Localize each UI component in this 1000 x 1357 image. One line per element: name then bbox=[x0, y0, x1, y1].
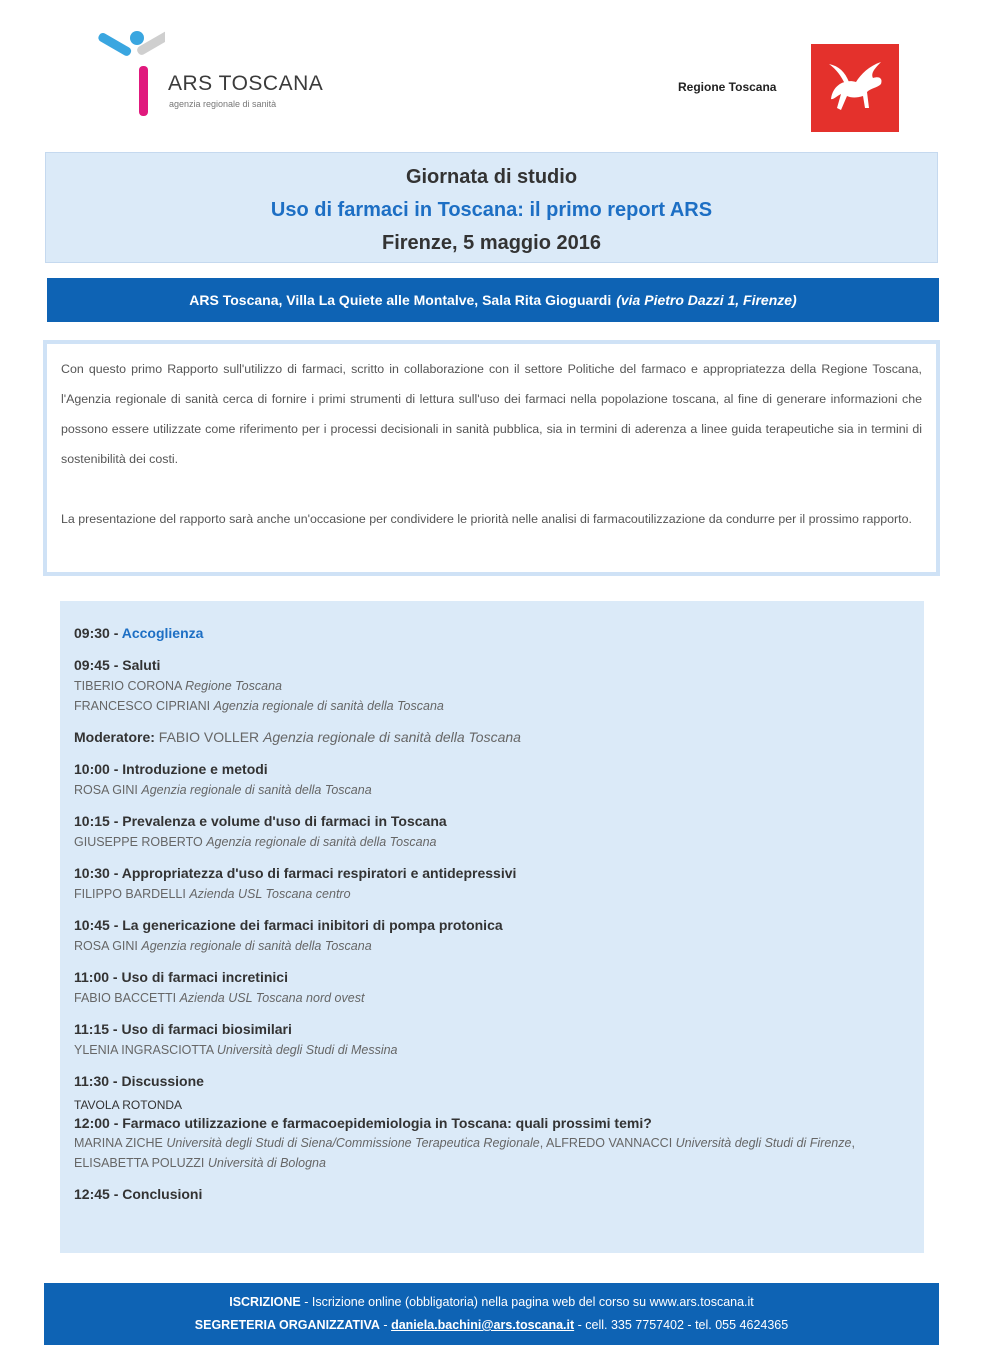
item-title: 12:45 - Conclusioni bbox=[74, 1186, 203, 1202]
intro-paragraph-1: Con questo primo Rapporto sull'utilizzo di farmaci, scritto in collaborazione con il settore Politiche del farmaco e appropriatezza della Regione Toscana, l'Agenzia regionale di sanità cerca di fornire i primi strumenti di lettura sull'uso dei farmaci nella popolazione toscana, al fine di generare informazioni che possono essere utilizzate come riferimento per i processi decisionali in sanità pubblica, sia in termini di aderenza a linee guida terapeutiche sia in termini di sostenibilità dei costi. bbox=[61, 362, 922, 466]
round-table bbox=[74, 1096, 914, 1173]
item-title: 11:15 - Uso di farmaci biosimilari bbox=[74, 1021, 292, 1037]
item-title: Accoglienza bbox=[121, 625, 204, 641]
title-box bbox=[45, 152, 938, 263]
speaker-name: FABIO BACCETTI bbox=[74, 991, 180, 1005]
intro-paragraph-2: La presentazione del rapporto sarà anche un'occasione per condividere le priorità nelle analisi di farmacoutilizzazione da condurre per il prossimo rapporto. bbox=[61, 512, 912, 526]
registration-line bbox=[44, 1295, 939, 1309]
item-title: 10:45 - La genericazione dei farmaci inibitori di pompa protonica bbox=[74, 917, 503, 933]
location-bar bbox=[47, 278, 939, 322]
event-date: Firenze, 5 maggio 2016 bbox=[382, 232, 601, 254]
registration-text: - Iscrizione online (obbligatoria) nella pagina web del corso su www.ars.toscana.it bbox=[300, 1295, 754, 1309]
program-item bbox=[74, 967, 914, 1008]
speaker-name: , ELISABETTA POLUZZI bbox=[74, 1136, 855, 1170]
footer-bar bbox=[44, 1283, 939, 1345]
item-title: 11:00 - Uso di farmaci incretinici bbox=[74, 969, 288, 985]
speaker-org: Agenzia regionale di sanità della Toscana bbox=[141, 939, 372, 953]
moderator-org: Agenzia regionale di sanità della Toscana bbox=[263, 729, 521, 745]
program-box bbox=[60, 601, 924, 1253]
moderator-name: FABIO VOLLER bbox=[158, 729, 264, 745]
speaker-org: Agenzia regionale di sanità della Toscana bbox=[213, 699, 444, 713]
moderator bbox=[74, 727, 914, 748]
pegasus-icon bbox=[811, 44, 899, 132]
program-item-conclusioni bbox=[74, 1184, 914, 1205]
event-type: Giornata di studio bbox=[405, 166, 578, 188]
speaker-name: ROSA GINI bbox=[74, 939, 142, 953]
location-main: ARS Toscana, Villa La Quiete alle Montalve, Sala Rita Gioguardi bbox=[189, 292, 612, 308]
program-item-discussione bbox=[74, 1071, 914, 1092]
round-table-heading: TAVOLA ROTONDA bbox=[74, 1098, 183, 1112]
speaker-name: FRANCESCO CIPRIANI bbox=[74, 699, 214, 713]
secretariat-label: SEGRETERIA ORGANIZZATIVA bbox=[194, 1318, 380, 1332]
event-title: Uso di farmaci in Toscana: il primo report ARS bbox=[270, 199, 713, 221]
program-item-accoglienza bbox=[74, 623, 914, 644]
item-title: 09:45 - Saluti bbox=[74, 657, 161, 673]
secretariat-line bbox=[44, 1318, 939, 1332]
contacts-text: - cell. 335 7757402 - tel. 055 4624365 bbox=[574, 1318, 789, 1332]
speaker-name: MARINA ZICHE bbox=[74, 1136, 167, 1150]
speaker-org: Università di Bologna bbox=[207, 1156, 326, 1170]
speaker-org: Università degli Studi di Messina bbox=[216, 1043, 398, 1057]
speaker-org: Agenzia regionale di sanità della Toscana bbox=[206, 835, 437, 849]
item-title: 10:15 - Prevalenza e volume d'uso di farmaci in Toscana bbox=[74, 813, 447, 829]
program-item bbox=[74, 863, 914, 904]
item-title: 10:00 - Introduzione e metodi bbox=[74, 761, 268, 777]
item-title: 10:30 - Appropriatezza d'uso di farmaci respiratori e antidepressivi bbox=[74, 865, 517, 881]
speaker-name: GIUSEPPE ROBERTO bbox=[74, 835, 207, 849]
speaker-org: Università degli Studi di Firenze bbox=[675, 1136, 852, 1150]
program-item-saluti bbox=[74, 655, 914, 716]
program-item bbox=[74, 915, 914, 956]
speaker-name: ROSA GINI bbox=[74, 783, 142, 797]
item-title: 11:30 - Discussione bbox=[74, 1073, 204, 1089]
program-item bbox=[74, 1019, 914, 1060]
region-name: Regione Toscana bbox=[678, 80, 777, 94]
speaker-name: TIBERIO CORONA bbox=[74, 679, 186, 693]
regione-toscana-logo bbox=[811, 44, 899, 132]
speaker-name: FILIPPO BARDELLI bbox=[74, 887, 190, 901]
ars-toscana-logo bbox=[95, 28, 324, 123]
speaker-org: Regione Toscana bbox=[185, 679, 282, 693]
round-table-title: 12:00 - Farmaco utilizzazione e farmacoepidemiologia in Toscana: quali prossimi temi? bbox=[74, 1115, 652, 1131]
speaker-org: Azienda USL Toscana centro bbox=[189, 887, 351, 901]
program-item bbox=[74, 811, 914, 852]
speaker-org: Agenzia regionale di sanità della Toscana bbox=[141, 783, 372, 797]
header bbox=[0, 0, 1000, 150]
speaker-org: Università degli Studi di Siena/Commissione Terapeutica Regionale bbox=[166, 1136, 540, 1150]
speaker-org: Azienda USL Toscana nord ovest bbox=[179, 991, 365, 1005]
moderator-label: Moderatore: bbox=[74, 729, 159, 745]
program-item bbox=[74, 759, 914, 800]
registration-label: ISCRIZIONE bbox=[229, 1295, 301, 1309]
speaker-name: , ALFREDO VANNACCI bbox=[539, 1136, 673, 1150]
secretariat-separator: - bbox=[379, 1318, 392, 1332]
ars-subtitle: agenzia regionale di sanità bbox=[169, 99, 277, 109]
ars-name: ARS TOSCANA bbox=[168, 72, 324, 95]
email-link[interactable]: daniela.bachini@ars.toscana.it bbox=[391, 1318, 575, 1332]
ars-figure-icon bbox=[95, 28, 165, 123]
intro-box bbox=[43, 340, 940, 576]
location-address: (via Pietro Dazzi 1, Firenze) bbox=[616, 292, 797, 308]
item-time: 09:30 - bbox=[74, 625, 122, 641]
speaker-name: YLENIA INGRASCIOTTA bbox=[74, 1043, 217, 1057]
